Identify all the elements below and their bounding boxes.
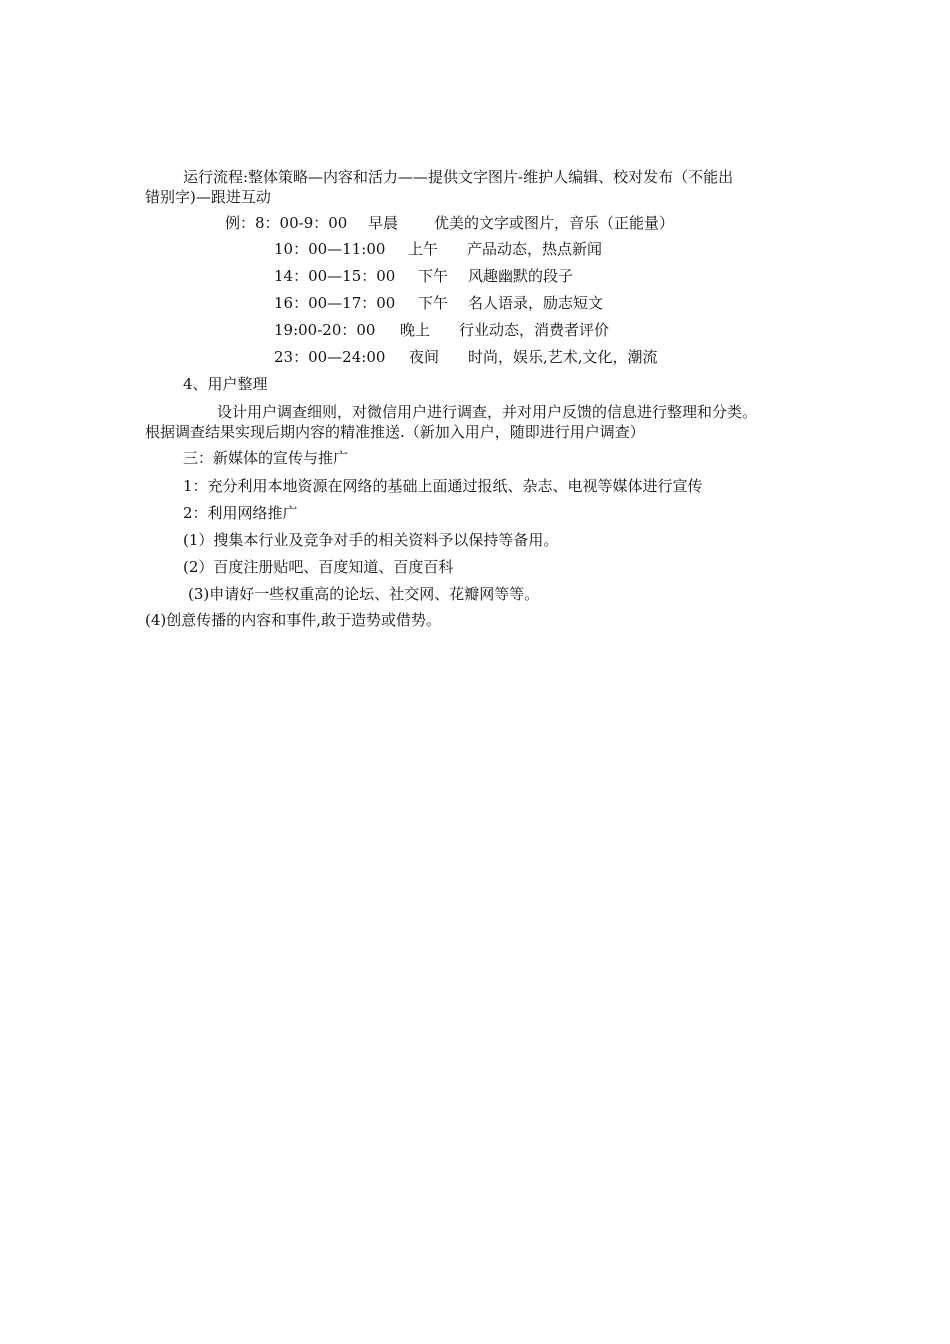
schedule-time: 例：8：00-9：00 [225, 214, 348, 232]
list-item: (3)申请好一些权重高的论坛、社交网、花瓣网等等。 [188, 585, 540, 603]
process-line-2: 错别字)—跟进互动 [145, 188, 271, 206]
schedule-row [0, 265, 950, 287]
schedule-period: 上午 [408, 240, 439, 258]
schedule-period: 夜间 [409, 348, 440, 366]
schedule-period: 下午 [418, 267, 449, 285]
section-heading: 三：新媒体的宣传与推广 [183, 449, 349, 467]
schedule-time: 10：00—11:00 [274, 240, 386, 258]
list-item: 1：充分利用本地资源在网络的基础上面通过报纸、杂志、电视等媒体进行宣传 [183, 477, 703, 495]
schedule-time: 23：00—24:00 [274, 348, 386, 366]
schedule-content: 优美的文字或图片，音乐（正能量） [434, 214, 675, 232]
schedule-row [0, 212, 950, 234]
section-heading: 4、用户整理 [183, 375, 268, 393]
schedule-time: 19:00-20：00 [274, 321, 376, 339]
schedule-content: 产品动态，热点新闻 [467, 240, 603, 258]
schedule-content: 风趣幽默的段子 [468, 267, 574, 285]
schedule-time: 14：00—15：00 [274, 267, 396, 285]
schedule-content: 名人语录，励志短文 [468, 294, 604, 312]
schedule-period: 晚上 [400, 321, 431, 339]
list-item: (2）百度注册贴吧、百度知道、百度百科 [183, 558, 454, 576]
schedule-content: 时尚，娱乐,艺术,文化，潮流 [468, 348, 658, 366]
schedule-time: 16：00—17：00 [274, 294, 396, 312]
paragraph-line: 设计用户调查细则，对微信用户进行调查，并对用户反馈的信息进行整理和分类。 [217, 403, 758, 421]
list-item: 2：利用网络推广 [183, 504, 298, 522]
list-item: (4)创意传播的内容和事件,敢于造势或借势。 [145, 611, 442, 629]
list-item: (1）搜集本行业及竞争对手的相关资料予以保持等备用。 [183, 531, 559, 549]
schedule-row [0, 238, 950, 260]
schedule-row [0, 292, 950, 314]
paragraph-line: 根据调查结果实现后期内容的精准推送.（新加入用户，随即进行用户调查） [145, 423, 645, 441]
schedule-content: 行业动态，消费者评价 [459, 321, 610, 339]
schedule-period: 早晨 [368, 214, 399, 232]
schedule-period: 下午 [418, 294, 449, 312]
process-line-1: 运行流程:整体策略—内容和活力——提供文字图片-维护人编辑、校对发布（不能出 [183, 168, 734, 186]
schedule-row [0, 319, 950, 341]
schedule-row [0, 346, 950, 368]
